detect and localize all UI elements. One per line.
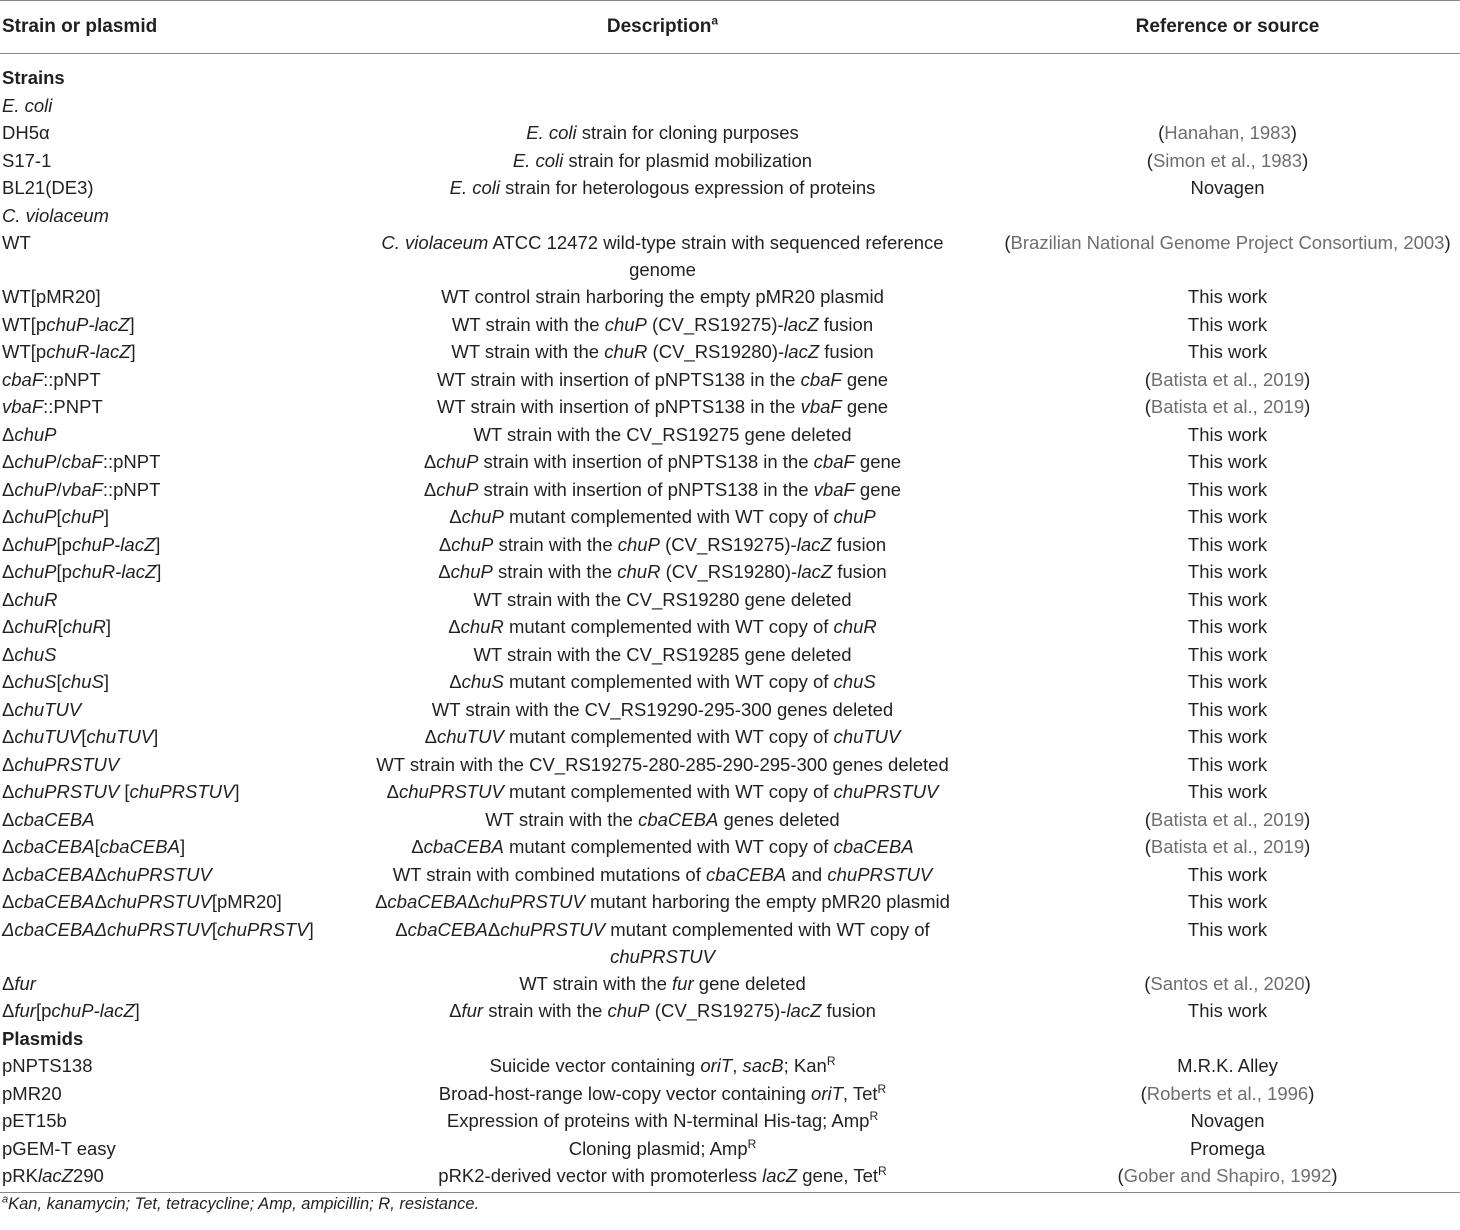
description-cell: pRK2-derived vector with promoterless lacZ gene, Tet$^R$ — [350, 1162, 975, 1192]
table-row — [0, 888, 1460, 916]
reference-cell: This work — [1187, 891, 1268, 912]
reference-cell: This work — [1187, 863, 1268, 885]
subsection-heading-row — [0, 202, 1460, 230]
reference-cell: This work — [1187, 643, 1268, 665]
description-cell: WT strain with the cbaCEBA genes deleted — [485, 808, 840, 830]
table-row — [0, 503, 1460, 531]
citation-link[interactable]: Santos et al., 2020 — [1150, 972, 1305, 994]
description-cell: Δfur strain with the chuP (CV_RS19275)-lacZ fusion — [449, 1000, 876, 1021]
citation-link[interactable]: Brazilian National Genome Project Consortium, 2003 — [1010, 232, 1445, 253]
description-cell: ΔchuTUV mutant complemented with WT copy of chuTUV — [424, 726, 901, 747]
citation-link[interactable]: Hanahan, 1983 — [1164, 122, 1291, 143]
strain-name-cell: WT[pchuR-lacZ] — [2, 341, 136, 362]
strain-name-cell: ΔchuTUV — [2, 698, 82, 720]
header-strain-or-plasmid: Strain or plasmid — [0, 1, 350, 54]
reference-citation-cell: (Brazilian National Genome Project Consortium, 2003) — [1004, 232, 1451, 253]
description-cell: Suicide vector containing oriT, sacB; Kan$^R$ — [489, 1053, 836, 1076]
description-cell: ΔchuP strain with insertion of pNPTS138 in the vbaF gene — [423, 478, 902, 500]
citation-link[interactable]: Batista et al., 2019 — [1150, 368, 1305, 390]
description-cell: ΔcbaCEBAΔchuPRSTUV mutant harboring the empty pMR20 plasmid — [375, 891, 950, 912]
table-row — [0, 1080, 1460, 1108]
header-reference-or-source: Reference or source — [975, 1, 1460, 54]
strain-name-cell: ΔchuP[pchuP-lacZ] — [2, 533, 161, 555]
description-cell: WT strain with the CV_RS19285 gene deleted — [473, 643, 852, 665]
table-row — [0, 119, 1460, 147]
table-row — [0, 229, 1460, 283]
reference-cell: This work — [1187, 781, 1268, 802]
table-row — [0, 970, 1460, 998]
strain-name-cell: ΔchuP/vbaF::pNPT — [2, 478, 161, 500]
table-row — [0, 641, 1460, 669]
table-row — [0, 1162, 1460, 1192]
description-cell: ΔchuS mutant complemented with WT copy of chuS — [449, 671, 876, 692]
table-row — [0, 531, 1460, 559]
description-cell: E. coli strain for heterologous expression of proteins — [449, 177, 876, 198]
table-row — [0, 861, 1460, 889]
table-row — [0, 916, 1460, 970]
description-cell: E. coli strain for cloning purposes — [526, 122, 799, 143]
table-row — [0, 806, 1460, 834]
table-row — [0, 448, 1460, 476]
table-row — [0, 696, 1460, 724]
strain-name-cell: ΔchuP/cbaF::pNPT — [2, 451, 161, 472]
strain-name-cell: ΔchuPRSTUV — [2, 753, 120, 775]
footnote-text: Kan, kanamycin; Tet, tetracycline; Amp, ampicillin; R, resistance. — [8, 1194, 480, 1213]
strain-name-cell: ΔchuS[chuS] — [2, 671, 109, 692]
description-cell: WT strain with the CV_RS19280 gene deleted — [473, 588, 852, 610]
citation-link[interactable]: Batista et al., 2019 — [1150, 808, 1305, 830]
strain-name-cell: ΔcbaCEBAΔchuPRSTUV[pMR20] — [2, 891, 282, 912]
strain-name-cell: WT[pMR20] — [2, 286, 101, 307]
description-cell: Expression of proteins with N-terminal His-tag; Amp$^R$ — [446, 1108, 879, 1131]
reference-citation-cell: (Roberts et al., 1996) — [1140, 1082, 1315, 1104]
reference-cell: This work — [1187, 753, 1268, 775]
strain-name-cell: ΔchuP — [2, 423, 57, 445]
reference-citation-cell: (Hanahan, 1983) — [1158, 122, 1297, 143]
table-footnote — [0, 1193, 1460, 1214]
subsection-heading-row — [0, 92, 1460, 120]
reference-cell: M.R.K. Alley — [1177, 1055, 1278, 1076]
reference-cell: This work — [1187, 451, 1268, 472]
description-cell: WT strain with the CV_RS19275 gene deleted — [473, 423, 852, 445]
reference-cell: This work — [1187, 918, 1268, 940]
citation-link[interactable]: Roberts et al., 1996 — [1146, 1082, 1309, 1104]
reference-cell: This work — [1187, 313, 1268, 335]
reference-cell: This work — [1187, 698, 1268, 720]
description-cell: WT strain with the CV_RS19290-295-300 genes deleted — [431, 698, 894, 720]
reference-citation-cell: (Simon et al., 1983) — [1146, 149, 1309, 171]
description-cell: ΔchuP mutant complemented with WT copy of chuP — [449, 506, 876, 527]
strain-name-cell: ΔchuP[pchuR-lacZ] — [2, 561, 162, 582]
citation-link[interactable]: Simon et al., 1983 — [1152, 149, 1303, 171]
table-row — [0, 833, 1460, 861]
footnote-marker: a — [711, 13, 719, 28]
strain-name-cell: WT[pchuP-lacZ] — [2, 313, 135, 335]
reference-cell: Promega — [1189, 1137, 1266, 1159]
table-row — [0, 751, 1460, 779]
citation-link[interactable]: Batista et al., 2019 — [1150, 836, 1305, 857]
table-row — [0, 1052, 1460, 1080]
reference-cell: This work — [1187, 726, 1268, 747]
table-row — [0, 997, 1460, 1025]
strain-name-cell: pNPTS138 — [2, 1055, 93, 1076]
reference-cell: This work — [1187, 561, 1268, 582]
strain-name-cell: ΔchuTUV[chuTUV] — [2, 726, 159, 747]
strain-name-cell: pMR20 — [2, 1082, 62, 1104]
table-row — [0, 613, 1460, 641]
section-heading-row — [0, 1025, 1460, 1053]
table-row — [0, 1107, 1460, 1135]
strain-name-cell: pET15b — [2, 1110, 67, 1131]
section-heading: Plasmids — [2, 1027, 84, 1049]
reference-cell: Novagen — [1190, 1110, 1265, 1131]
reference-cell: Novagen — [1190, 177, 1265, 198]
table-row — [0, 586, 1460, 614]
reference-citation-cell: (Santos et al., 2020) — [1144, 972, 1311, 994]
description-cell: ΔchuPRSTUV mutant complemented with WT copy of chuPRSTUV — [386, 781, 939, 802]
strain-name-cell: Δfur — [2, 972, 36, 994]
table-row — [0, 476, 1460, 504]
reference-citation-cell: (Batista et al., 2019) — [1144, 396, 1311, 417]
description-cell: WT strain with the chuP (CV_RS19275)-lacZ fusion — [451, 313, 874, 335]
description-cell: WT strain with insertion of pNPTS138 in the cbaF gene — [436, 368, 889, 390]
table-row — [0, 723, 1460, 751]
description-cell: E. coli strain for plasmid mobilization — [512, 149, 813, 171]
table-row — [0, 393, 1460, 421]
reference-cell: This work — [1187, 423, 1268, 445]
reference-cell: This work — [1187, 616, 1268, 637]
strain-name-cell: DH5α — [2, 122, 50, 143]
reference-cell: This work — [1187, 286, 1268, 307]
description-cell: WT strain with the fur gene deleted — [519, 972, 806, 994]
subsection-heading: C. violaceum — [2, 204, 109, 226]
description-cell: ΔchuP strain with the chuR (CV_RS19280)-lacZ fusion — [438, 561, 887, 582]
table-row — [0, 1135, 1460, 1163]
citation-link[interactable]: Batista et al., 2019 — [1150, 396, 1305, 417]
strain-name-cell: ΔchuPRSTUV [chuPRSTUV] — [2, 781, 240, 802]
strain-name-cell: cbaF::pNPT — [2, 368, 101, 390]
strain-name-cell: ΔchuR — [2, 588, 58, 610]
strain-name-cell: ΔchuS — [2, 643, 57, 665]
table-row — [0, 338, 1460, 366]
description-cell: ΔcbaCEBAΔchuPRSTUV mutant complemented with WT copy of chuPRSTUV — [395, 918, 930, 967]
section-heading-row — [0, 54, 1460, 92]
header-description: Description$^a$ — [350, 1, 975, 54]
strain-name-cell: Δfur[pchuP-lacZ] — [2, 1000, 140, 1021]
strain-name-cell: ΔcbaCEBA[cbaCEBA] — [2, 836, 186, 857]
reference-cell: This work — [1187, 588, 1268, 610]
description-cell: WT strain with the chuR (CV_RS19280)-lacZ fusion — [451, 341, 874, 362]
table-row — [0, 283, 1460, 311]
reference-cell: This work — [1187, 341, 1268, 362]
table-row — [0, 366, 1460, 394]
table-row — [0, 558, 1460, 586]
description-cell: ΔchuR mutant complemented with WT copy of chuR — [448, 616, 877, 637]
reference-cell: This work — [1187, 506, 1268, 527]
strain-name-cell: ΔchuP[chuP] — [2, 506, 109, 527]
strain-name-cell: S17-1 — [2, 149, 52, 171]
subsection-heading: E. coli — [2, 94, 53, 116]
description-cell: ΔchuP strain with the chuP (CV_RS19275)-lacZ fusion — [438, 533, 887, 555]
table-row — [0, 668, 1460, 696]
footnote-marker: a — [2, 1193, 9, 1205]
strain-name-cell: vbaF::PNPT — [2, 396, 103, 417]
reference-citation-cell: (Batista et al., 2019) — [1144, 836, 1311, 857]
citation-link[interactable]: Gober and Shapiro, 1992 — [1123, 1165, 1332, 1186]
description-cell: Broad-host-range low-copy vector containing oriT, Tet$^R$ — [438, 1081, 887, 1104]
table-body — [0, 54, 1460, 1193]
table-row — [0, 311, 1460, 339]
strain-name-cell: BL21(DE3) — [2, 177, 94, 198]
reference-cell: This work — [1187, 533, 1268, 555]
strain-name-cell: pRKlacZ290 — [0, 1162, 350, 1192]
description-cell: Cloning plasmid; Amp$^R$ — [568, 1136, 757, 1159]
strain-name-cell: WT — [2, 232, 31, 253]
description-cell: ΔchuP strain with insertion of pNPTS138 in the cbaF gene — [423, 451, 902, 472]
description-cell: ΔcbaCEBA mutant complemented with WT copy of cbaCEBA — [411, 836, 914, 857]
table-row — [0, 147, 1460, 175]
description-cell: WT strain with insertion of pNPTS138 in the vbaF gene — [436, 396, 889, 417]
strain-name-cell: ΔcbaCEBAΔchuPRSTUV[chuPRSTV] — [2, 918, 314, 940]
section-heading: Strains — [2, 67, 65, 88]
reference-cell: This work — [1187, 671, 1268, 692]
reference-citation-cell: (Batista et al., 2019) — [1144, 368, 1311, 390]
description-cell: WT strain with combined mutations of cbaCEBA and chuPRSTUV — [392, 863, 933, 885]
table-row — [0, 421, 1460, 449]
table-row — [0, 174, 1460, 202]
strain-name-cell: ΔchuR[chuR] — [2, 616, 112, 637]
table-row — [0, 778, 1460, 806]
table-header-row — [0, 1, 1460, 54]
description-cell: C. violaceum ATCC 12472 wild-type strain with sequenced reference genome — [381, 232, 944, 280]
reference-cell: This work — [1187, 1000, 1268, 1021]
description-cell: WT control strain harboring the empty pMR20 plasmid — [441, 286, 884, 307]
strain-name-cell: ΔcbaCEBA — [2, 808, 95, 830]
strain-name-cell: ΔcbaCEBAΔchuPRSTUV — [2, 863, 212, 885]
reference-citation-cell: (Gober and Shapiro, 1992) — [975, 1162, 1460, 1192]
description-cell: WT strain with the CV_RS19275-280-285-290-295-300 genes deleted — [376, 753, 949, 775]
reference-citation-cell: (Batista et al., 2019) — [1144, 808, 1311, 830]
reference-cell: This work — [1187, 478, 1268, 500]
strain-name-cell: pGEM-T easy — [2, 1137, 116, 1159]
